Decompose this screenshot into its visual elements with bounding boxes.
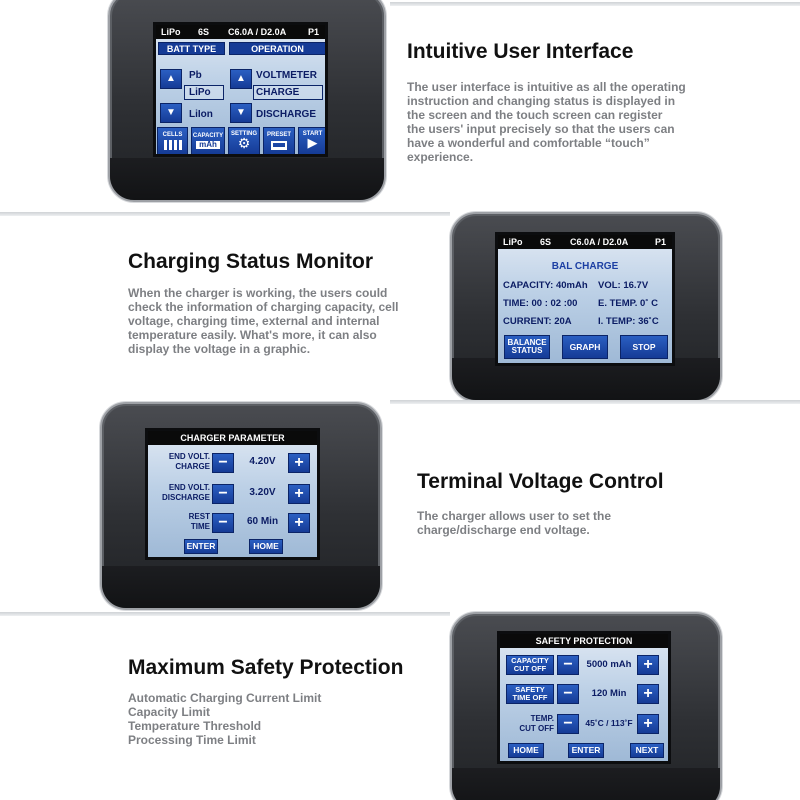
status-program: P1 — [307, 27, 319, 37]
arrow-down-icon: ▼ — [166, 107, 176, 118]
desc-line: display the voltage in a graphic. — [128, 342, 311, 356]
end-volt-charge-minus-button[interactable] — [212, 453, 234, 473]
temp-cutoff-value: 45˚C / 113˚F — [585, 718, 633, 728]
arrow-up-icon: ▲ — [236, 73, 246, 84]
desc-line: check the information of charging capacity, cell — [128, 300, 399, 314]
param-label — [150, 512, 210, 532]
toolbar-label: CAPACITY — [192, 132, 224, 139]
divider — [390, 400, 800, 404]
toolbar-label: SETTING — [230, 130, 257, 137]
safety-time-minus-button[interactable] — [557, 684, 579, 704]
end-volt-charge-value: 4.20V — [249, 456, 276, 467]
desc-line: temperature easily. What's more, it can also — [128, 328, 377, 342]
end-volt-discharge-minus-button[interactable] — [212, 484, 234, 504]
status-rates: C6.0A / D2.0A — [570, 237, 629, 247]
temp-cutoff-label — [504, 714, 554, 734]
desc-line: voltage, charging time, external and internal — [128, 314, 380, 328]
voltage-readout: VOL: 16.7V — [598, 280, 649, 291]
param-label — [150, 483, 210, 503]
lcd-charger-parameter — [145, 428, 320, 560]
desc-line: Capacity Limit — [128, 705, 211, 719]
divider — [390, 2, 800, 6]
plus-icon: + — [643, 715, 653, 732]
temp-cutoff-plus-button[interactable] — [637, 714, 659, 734]
plus-icon: + — [643, 656, 653, 673]
param-label-line: DISCHARGE — [161, 493, 210, 502]
stop-button[interactable]: STOP — [620, 335, 668, 359]
desc-line: instruction and changing status is displayed in — [407, 94, 676, 108]
home-button[interactable]: HOME — [249, 539, 283, 554]
heading-charging-status: Charging Status Monitor — [128, 250, 373, 273]
minus-icon: − — [563, 715, 573, 732]
laptop-icon — [271, 141, 287, 150]
screen-title-bar: CHARGER PARAMETER — [148, 431, 317, 445]
gear-icon: ⚙ — [237, 135, 251, 152]
temp-cutoff-minus-button[interactable] — [557, 714, 579, 734]
batt-option-lion[interactable]: LiIon — [189, 109, 213, 120]
safety-time-plus-button[interactable] — [637, 684, 659, 704]
desc-safety-protection — [128, 691, 321, 747]
toolbar-setting-button[interactable] — [228, 127, 260, 155]
batt-down-button[interactable] — [160, 103, 182, 123]
play-icon: ▶ — [307, 136, 318, 152]
time-readout: TIME: 00 : 02 :00 — [503, 298, 578, 309]
safety-time-value: 120 Min — [591, 688, 627, 699]
arrow-down-icon: ▼ — [236, 107, 246, 118]
capacity-readout: CAPACITY: 40mAh — [503, 280, 588, 291]
lcd-main-menu — [153, 22, 328, 157]
graph-button[interactable]: GRAPH — [562, 335, 608, 359]
mode-title: BAL CHARGE — [551, 261, 619, 272]
next-button[interactable]: NEXT — [630, 743, 664, 758]
desc-line: Processing Time Limit — [128, 733, 256, 747]
batt-option-pb[interactable]: Pb — [189, 70, 202, 81]
desc-line: charge/discharge end voltage. — [417, 523, 590, 537]
toolbar-cells-button[interactable] — [157, 127, 188, 155]
current-readout: CURRENT: 20A — [503, 316, 572, 327]
external-temp-readout: E. TEMP. 0˚ C — [598, 298, 659, 309]
desc-line: the users' input precisely so that the users can — [407, 122, 675, 136]
toolbar-start-button[interactable] — [298, 127, 327, 155]
desc-intuitive-ui — [407, 80, 686, 164]
capacity-cutoff-minus-button[interactable] — [557, 655, 579, 675]
status-cells: 6S — [540, 237, 552, 247]
minus-icon: − — [218, 485, 228, 502]
operation-header: OPERATION — [229, 42, 326, 55]
cells-icon — [164, 140, 182, 150]
toolbar-label: PRESET — [266, 131, 291, 138]
section-safety-protection — [0, 600, 800, 800]
toolbar-label: CELLS — [162, 131, 183, 138]
end-volt-discharge-value: 3.20V — [249, 487, 276, 498]
capacity-icon: mAh — [196, 141, 220, 149]
section-charging-status — [0, 200, 800, 400]
enter-button[interactable]: ENTER — [568, 743, 604, 758]
desc-line: Temperature Threshold — [128, 719, 262, 733]
minus-icon: − — [563, 685, 573, 702]
status-cells: 6S — [198, 27, 210, 37]
desc-line: The charger allows user to set the — [417, 509, 612, 523]
batt-up-button[interactable] — [160, 69, 182, 89]
operation-up-button[interactable] — [230, 69, 252, 89]
arrow-up-icon: ▲ — [166, 73, 176, 84]
plus-icon: + — [294, 454, 304, 471]
status-rates: C6.0A / D2.0A — [228, 27, 287, 37]
desc-line: the screen and the touch screen can register — [407, 108, 663, 122]
batt-type-header: BATT TYPE — [158, 42, 225, 55]
button-label: STATUS — [511, 346, 543, 355]
screen-title-bar: SAFETY PROTECTION — [500, 634, 668, 648]
device-shelf — [110, 158, 384, 200]
end-volt-charge-plus-button[interactable] — [288, 453, 310, 473]
status-chemistry: LiPo — [503, 237, 523, 247]
desc-line: have a wonderful and comfortable “touch” — [407, 136, 650, 150]
minus-icon: − — [563, 656, 573, 673]
param-label-line: END VOLT. — [168, 452, 210, 461]
internal-temp-readout: I. TEMP: 36˚C — [598, 316, 659, 327]
capacity-cutoff-plus-button[interactable] — [637, 655, 659, 675]
section-intuitive-ui — [0, 0, 800, 200]
home-button[interactable]: HOME — [508, 743, 544, 758]
heading-safety-protection: Maximum Safety Protection — [128, 656, 404, 679]
param-label-line: END VOLT. — [168, 483, 210, 492]
operation-down-button[interactable] — [230, 103, 252, 123]
desc-line: When the charger is working, the users could — [128, 286, 388, 300]
status-bar — [156, 25, 325, 39]
param-label-line: SAFETY — [515, 685, 545, 695]
section-terminal-voltage — [0, 400, 800, 600]
toolbar-preset-button[interactable] — [263, 127, 295, 155]
minus-icon: − — [218, 514, 228, 531]
param-label-line: CHARGE — [175, 462, 210, 471]
capacity-cutoff-label — [506, 655, 554, 675]
enter-button[interactable]: ENTER — [184, 539, 218, 554]
minus-icon: − — [218, 454, 228, 471]
toolbar-capacity-button[interactable] — [191, 127, 225, 155]
desc-line: experience. — [407, 150, 474, 164]
operation-option-voltmeter[interactable]: VOLTMETER — [256, 70, 317, 81]
rest-time-minus-button[interactable] — [212, 513, 234, 533]
heading-terminal-voltage: Terminal Voltage Control — [417, 470, 664, 493]
param-label-line: TIME OFF — [512, 693, 548, 702]
rest-time-plus-button[interactable] — [288, 513, 310, 533]
batt-option-lipo[interactable]: LiPo — [189, 87, 211, 98]
button-label: BALANCE — [507, 337, 547, 347]
desc-line: Automatic Charging Current Limit — [128, 691, 322, 705]
desc-charging-status — [128, 286, 399, 356]
safety-time-label — [506, 684, 554, 704]
toolbar-label: START — [302, 131, 323, 138]
plus-icon: + — [643, 685, 653, 702]
divider — [0, 612, 450, 616]
end-volt-discharge-plus-button[interactable] — [288, 484, 310, 504]
operation-option-charge[interactable]: CHARGE — [256, 87, 300, 98]
capacity-cutoff-value: 5000 mAh — [586, 659, 632, 670]
balance-status-button[interactable] — [504, 335, 550, 359]
heading-intuitive-ui: Intuitive User Interface — [407, 40, 634, 63]
status-program: P1 — [654, 237, 666, 247]
param-label-line: TEMP. — [530, 714, 554, 723]
rest-time-value: 60 Min — [246, 516, 279, 527]
lcd-bal-charge — [495, 232, 675, 366]
param-label — [150, 452, 210, 472]
param-label-line: CAPACITY — [511, 656, 549, 666]
lcd-safety-protection — [497, 631, 671, 764]
param-label-line: TIME — [190, 522, 210, 531]
status-bar — [498, 235, 672, 249]
divider — [0, 212, 450, 216]
param-label-line: REST — [188, 512, 210, 521]
plus-icon: + — [294, 485, 304, 502]
desc-terminal-voltage — [417, 509, 611, 537]
param-label-line: CUT OFF — [513, 664, 547, 673]
status-chemistry: LiPo — [161, 27, 181, 37]
plus-icon: + — [294, 514, 304, 531]
operation-option-discharge[interactable]: DISCHARGE — [256, 109, 317, 120]
desc-line: The user interface is intuitive as all the operating — [407, 80, 686, 94]
param-label-line: CUT OFF — [519, 724, 554, 733]
device-shelf — [452, 768, 720, 800]
